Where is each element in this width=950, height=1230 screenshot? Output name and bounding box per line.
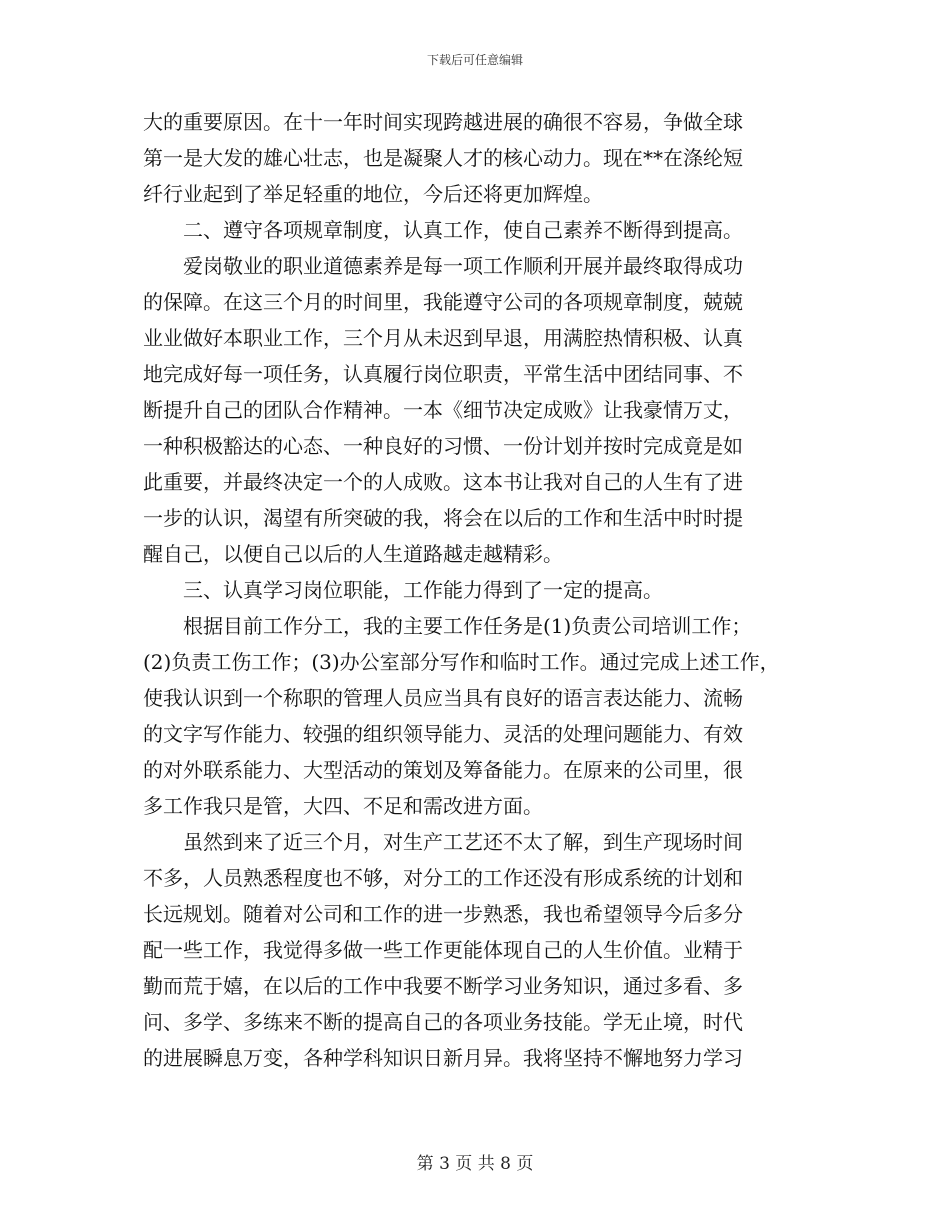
text-line: 虽然到来了近三个月，对生产工艺还不太了解，到生产现场时间 bbox=[183, 830, 743, 854]
text-line: 的保障。在这三个月的时间里，我能遵守公司的各项规章制度，兢兢 bbox=[143, 290, 743, 314]
text-line: 地完成好每一项任务，认真履行岗位职责，平常生活中团结同事、不 bbox=[143, 362, 743, 386]
text-line: 使我认识到一个称职的管理人员应当具有良好的语言表达能力、流畅 bbox=[143, 686, 743, 710]
text-line: 纤行业起到了举足轻重的地位，今后还将更加辉煌。 bbox=[143, 182, 603, 206]
text-line: 配一些工作，我觉得多做一些工作更能体现自己的人生价值。业精于 bbox=[143, 938, 743, 962]
text-line: 第一是大发的雄心壮志，也是凝聚人才的核心动力。现在**在涤纶短 bbox=[143, 146, 743, 170]
text-line: 多工作我只是管，大四、不足和需改进方面。 bbox=[143, 794, 543, 818]
text-line: 业业做好本职业工作，三个月从未迟到早退，用满腔热情积极、认真 bbox=[143, 326, 743, 350]
text-line: 问、多学、多练来不断的提高自己的各项业务技能。学无止境，时代 bbox=[143, 1010, 743, 1034]
text-line: 的进展瞬息万变，各种学科知识日新月异。我将坚持不懈地努力学习 bbox=[143, 1046, 743, 1070]
section-heading: 三、认真学习岗位职能，工作能力得到了一定的提高。 bbox=[183, 578, 663, 602]
section-heading: 二、遵守各项规章制度，认真工作，使自己素养不断得到提高。 bbox=[183, 218, 743, 242]
text-line: 勤而荒于嬉，在以后的工作中我要不断学习业务知识，通过多看、多 bbox=[143, 974, 743, 998]
text-line: 一步的认识，渴望有所突破的我，将会在以后的工作和生活中时时提 bbox=[143, 506, 743, 530]
text-line: 的对外联系能力、大型活动的策划及筹备能力。在原来的公司里，很 bbox=[143, 758, 743, 782]
text-line: 的文字写作能力、较强的组织领导能力、灵活的处理问题能力、有效 bbox=[143, 722, 743, 746]
text-line: 爱岗敬业的职业道德素养是每一项工作顺利开展并最终取得成功 bbox=[183, 254, 743, 278]
document-body bbox=[143, 104, 809, 1076]
text-line: 此重要，并最终决定一个的人成败。这本书让我对自己的人生有了进 bbox=[143, 470, 743, 494]
text-line: (2)负责工伤工作；(3)办公室部分写作和临时工作。通过完成上述工作， bbox=[143, 650, 780, 674]
page-header: 下载后可任意编辑 bbox=[426, 53, 523, 67]
text-line: 不多，人员熟悉程度也不够，对分工的工作还没有形成系统的计划和 bbox=[143, 866, 743, 890]
text-line: 长远规划。随着对公司和工作的进一步熟悉，我也希望领导今后多分 bbox=[143, 902, 743, 926]
text-line: 断提升自己的团队合作精神。一本《细节决定成败》让我豪情万丈， bbox=[143, 398, 743, 422]
text-line: 一种积极豁达的心态、一种良好的习惯、一份计划并按时完成竟是如 bbox=[143, 434, 743, 458]
page-number: 第 3 页 共 8 页 bbox=[416, 1154, 534, 1174]
text-line: 大的重要原因。在十一年时间实现跨越进展的确很不容易，争做全球 bbox=[143, 110, 743, 134]
text-line: 根据目前工作分工，我的主要工作任务是(1)负责公司培训工作； bbox=[183, 614, 752, 638]
text-line: 醒自己，以便自己以后的人生道路越走越精彩。 bbox=[143, 542, 563, 566]
